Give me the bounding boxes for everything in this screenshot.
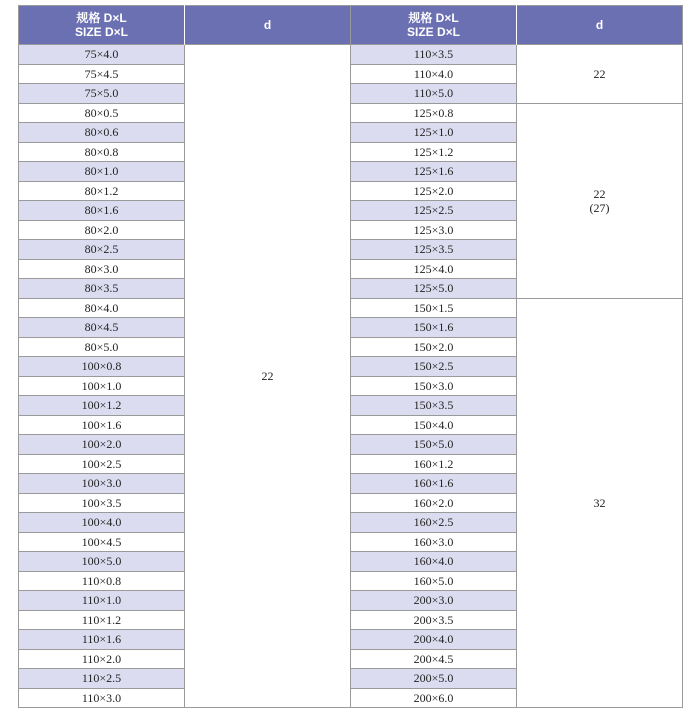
d-value-cell [517, 103, 683, 298]
d-column-header: d [517, 6, 683, 45]
size-cell: 125×2.0 [351, 181, 517, 201]
size-cell: 80×1.0 [19, 162, 185, 182]
size-header-en: SIZE D×L [406, 25, 460, 39]
size-cell: 80×0.6 [19, 123, 185, 143]
size-cell: 110×1.6 [19, 630, 185, 650]
size-cell: 150×2.5 [351, 357, 517, 377]
d-column-header: d [185, 6, 351, 45]
d-value: 32 [593, 495, 606, 510]
size-cell: 80×1.6 [19, 201, 185, 221]
size-cell: 100×4.0 [19, 513, 185, 533]
size-cell: 200×5.0 [351, 669, 517, 689]
size-cell: 110×2.5 [19, 669, 185, 689]
size-cell: 125×1.2 [351, 142, 517, 162]
size-cell: 150×2.0 [351, 337, 517, 357]
size-cell: 125×4.0 [351, 259, 517, 279]
size-cell: 100×4.5 [19, 532, 185, 552]
size-cell: 110×4.0 [351, 64, 517, 84]
size-cell: 80×3.0 [19, 259, 185, 279]
size-cell: 125×2.5 [351, 201, 517, 221]
size-cell: 150×3.5 [351, 396, 517, 416]
size-cell: 80×5.0 [19, 337, 185, 357]
size-cell: 200×3.0 [351, 591, 517, 611]
size-cell: 200×4.0 [351, 630, 517, 650]
size-cell: 160×5.0 [351, 571, 517, 591]
size-column-header [351, 6, 517, 45]
size-cell: 75×4.5 [19, 64, 185, 84]
d-value-cell [185, 45, 351, 708]
size-cell: 150×1.5 [351, 298, 517, 318]
table-header-row [19, 6, 351, 45]
size-header-en: SIZE D×L [74, 25, 128, 39]
size-cell: 160×4.0 [351, 552, 517, 572]
size-cell: 100×1.6 [19, 415, 185, 435]
size-cell: 100×3.0 [19, 474, 185, 494]
size-cell: 100×1.2 [19, 396, 185, 416]
size-cell: 110×0.8 [19, 571, 185, 591]
size-cell: 160×2.5 [351, 513, 517, 533]
size-cell: 110×5.0 [351, 84, 517, 104]
table-row [351, 298, 683, 318]
size-cell: 110×3.0 [19, 688, 185, 708]
size-cell: 80×3.5 [19, 279, 185, 299]
table-row [351, 103, 683, 123]
size-cell: 125×3.5 [351, 240, 517, 260]
size-header-cn: 规格 D×L [76, 11, 127, 25]
size-cell: 150×3.0 [351, 376, 517, 396]
d-value-cell [517, 298, 683, 708]
d-value: 22 [593, 186, 606, 201]
size-cell: 150×1.6 [351, 318, 517, 338]
size-cell: 125×0.8 [351, 103, 517, 123]
size-cell: 80×1.2 [19, 181, 185, 201]
size-cell: 110×2.0 [19, 649, 185, 669]
size-cell: 100×2.0 [19, 435, 185, 455]
size-cell: 100×3.5 [19, 493, 185, 513]
size-cell: 160×2.0 [351, 493, 517, 513]
size-cell: 80×4.5 [19, 318, 185, 338]
d-value-cell [517, 45, 683, 104]
size-cell: 150×5.0 [351, 435, 517, 455]
size-cell: 125×1.0 [351, 123, 517, 143]
size-cell: 200×3.5 [351, 610, 517, 630]
size-cell: 125×1.6 [351, 162, 517, 182]
size-cell: 125×5.0 [351, 279, 517, 299]
size-cell: 200×4.5 [351, 649, 517, 669]
size-cell: 110×1.2 [19, 610, 185, 630]
size-cell: 100×5.0 [19, 552, 185, 572]
size-cell: 80×0.5 [19, 103, 185, 123]
size-cell: 80×4.0 [19, 298, 185, 318]
size-cell: 75×5.0 [19, 84, 185, 104]
d-alt-value: (27) [589, 200, 610, 215]
spec-table-right [350, 5, 683, 708]
size-cell: 80×2.5 [19, 240, 185, 260]
size-cell: 110×1.0 [19, 591, 185, 611]
size-header-cn: 规格 D×L [408, 11, 459, 25]
size-cell: 200×6.0 [351, 688, 517, 708]
spec-table-left [18, 5, 351, 708]
size-cell: 80×0.8 [19, 142, 185, 162]
size-cell: 150×4.0 [351, 415, 517, 435]
table-row [351, 45, 683, 65]
size-cell: 125×3.0 [351, 220, 517, 240]
size-cell: 80×2.0 [19, 220, 185, 240]
size-cell: 110×3.5 [351, 45, 517, 65]
size-column-header [19, 6, 185, 45]
d-value: 22 [593, 66, 606, 81]
table-row [19, 45, 351, 65]
size-cell: 160×1.2 [351, 454, 517, 474]
d-value: 22 [261, 369, 274, 383]
size-cell: 100×1.0 [19, 376, 185, 396]
table-header-row [351, 6, 683, 45]
size-cell: 75×4.0 [19, 45, 185, 65]
size-cell: 100×2.5 [19, 454, 185, 474]
size-cell: 100×0.8 [19, 357, 185, 377]
size-cell: 160×3.0 [351, 532, 517, 552]
size-cell: 160×1.6 [351, 474, 517, 494]
